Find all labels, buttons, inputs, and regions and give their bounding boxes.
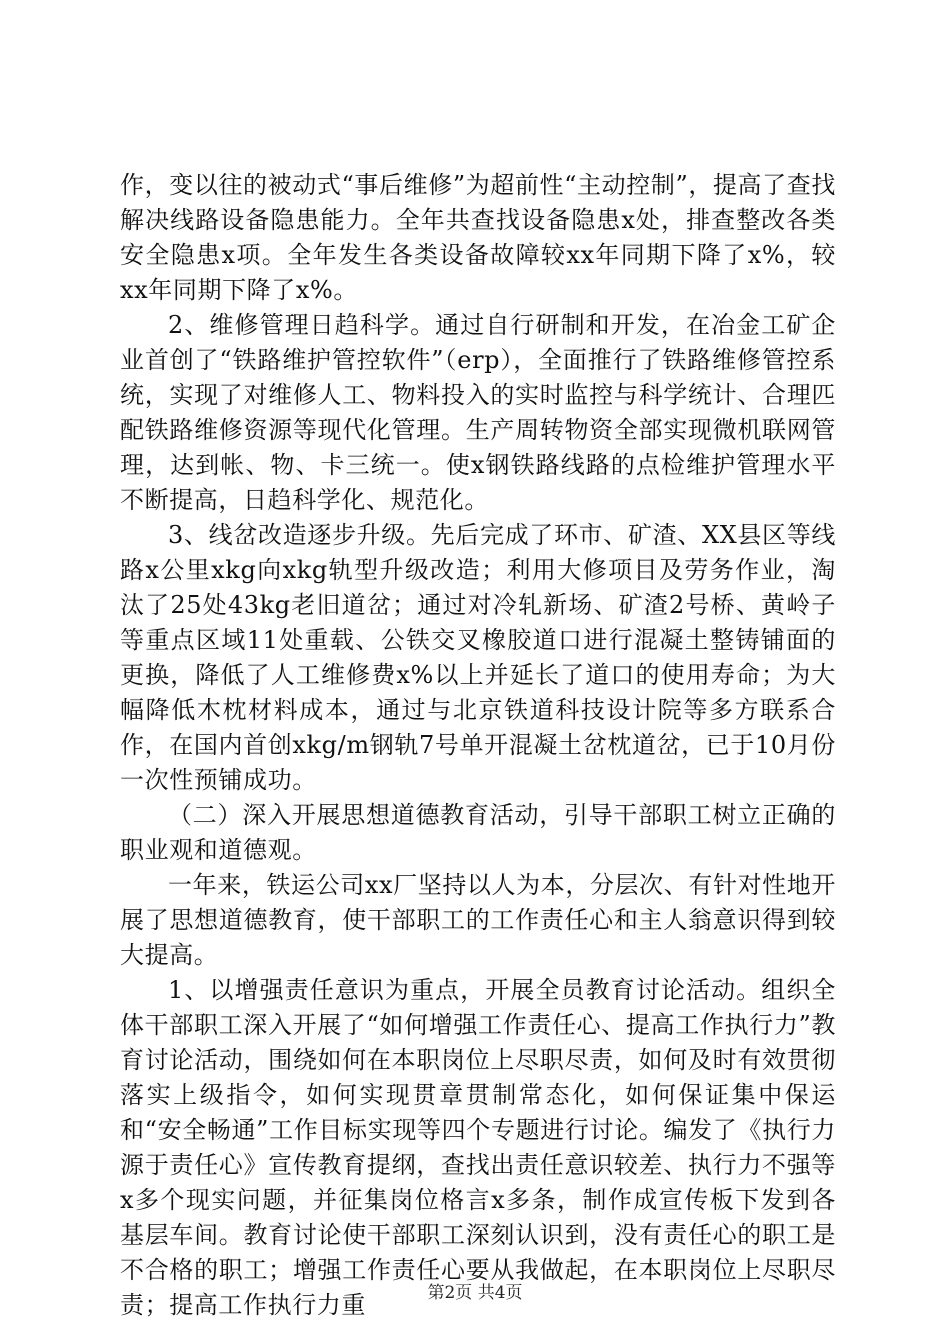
paragraph-maintenance-management: 2、维修管理日趋科学。通过自行研制和开发，在冶金工矿企业首创了“铁路维护管控软件”（erp），全面推行了铁路维修管控系统，实现了对维修人工、物料投入的实时监控与科学统计、合理匹配铁路维修资源等现代化管理。生产周转物资全部实现微机联网管理，达到帐、物、卡三统一。使x钢铁路线路的点检维护管理水平不断提高，日趋科学化、规范化。 <box>120 311 836 514</box>
page-footer: 第2页 共4页 <box>427 1283 523 1303</box>
paragraph-continuation: 作，变以往的被动式“事后维修”为超前性“主动控制”，提高了查找解决线路设备隐患能力。全年共查找设备隐患x处，排查整改各类安全隐患x项。全年发生各类设备故障较xx年同期下降了x%，较xx年同期下降了x%。 <box>120 171 836 304</box>
paragraph-moral-education-intro: 一年来，铁运公司xx厂坚持以人为本，分层次、有针对性地开展了思想道德教育，使干部职工的工作责任心和主人翁意识得到较大提高。 <box>120 871 836 969</box>
section-heading-moral-education: （二）深入开展思想道德教育活动，引导干部职工树立正确的职业观和道德观。 <box>120 801 836 864</box>
document-body <box>120 168 836 1323</box>
paragraph-line-upgrade: 3、线岔改造逐步升级。先后完成了环市、矿渣、XX县区等线路x公里xkg向xkg轨型升级改造；利用大修项目及劳务作业，淘汰了25处43kg老旧道岔；通过对冷轧新场、矿渣2号桥、黄岭子等重点区域11处重载、公铁交叉橡胶道口进行混凝土整铸铺面的更换，降低了人工维修费x%以上并延长了道口的使用寿命；为大幅降低木枕材料成本，通过与北京铁道科技设计院等多方联系合作，在国内首创xkg/m钢轨7号单开混凝土岔枕道岔，已于10月份一次性预铺成功。 <box>120 521 836 794</box>
paragraph-responsibility-awareness: 1、以增强责任意识为重点，开展全员教育讨论活动。组织全体干部职工深入开展了“如何增强工作责任心、提高工作执行力”教育讨论活动，围绕如何在本职岗位上尽职尽责，如何及时有效贯彻落实上级指令，如何实现贯章贯制常态化，如何保证集中保运和“安全畅通”工作目标实现等四个专题进行讨论。编发了《执行力源于责任心》宣传教育提纲，查找出责任意识较差、执行力不强等x多个现实问题，并征集岗位格言x多条，制作成宣传板下发到各基层车间。教育讨论使干部职工深刻认识到，没有责任心的职工是不合格的职工；增强工作责任心要从我做起，在本职岗位上尽职尽责；提高工作执行力重 <box>120 976 836 1319</box>
